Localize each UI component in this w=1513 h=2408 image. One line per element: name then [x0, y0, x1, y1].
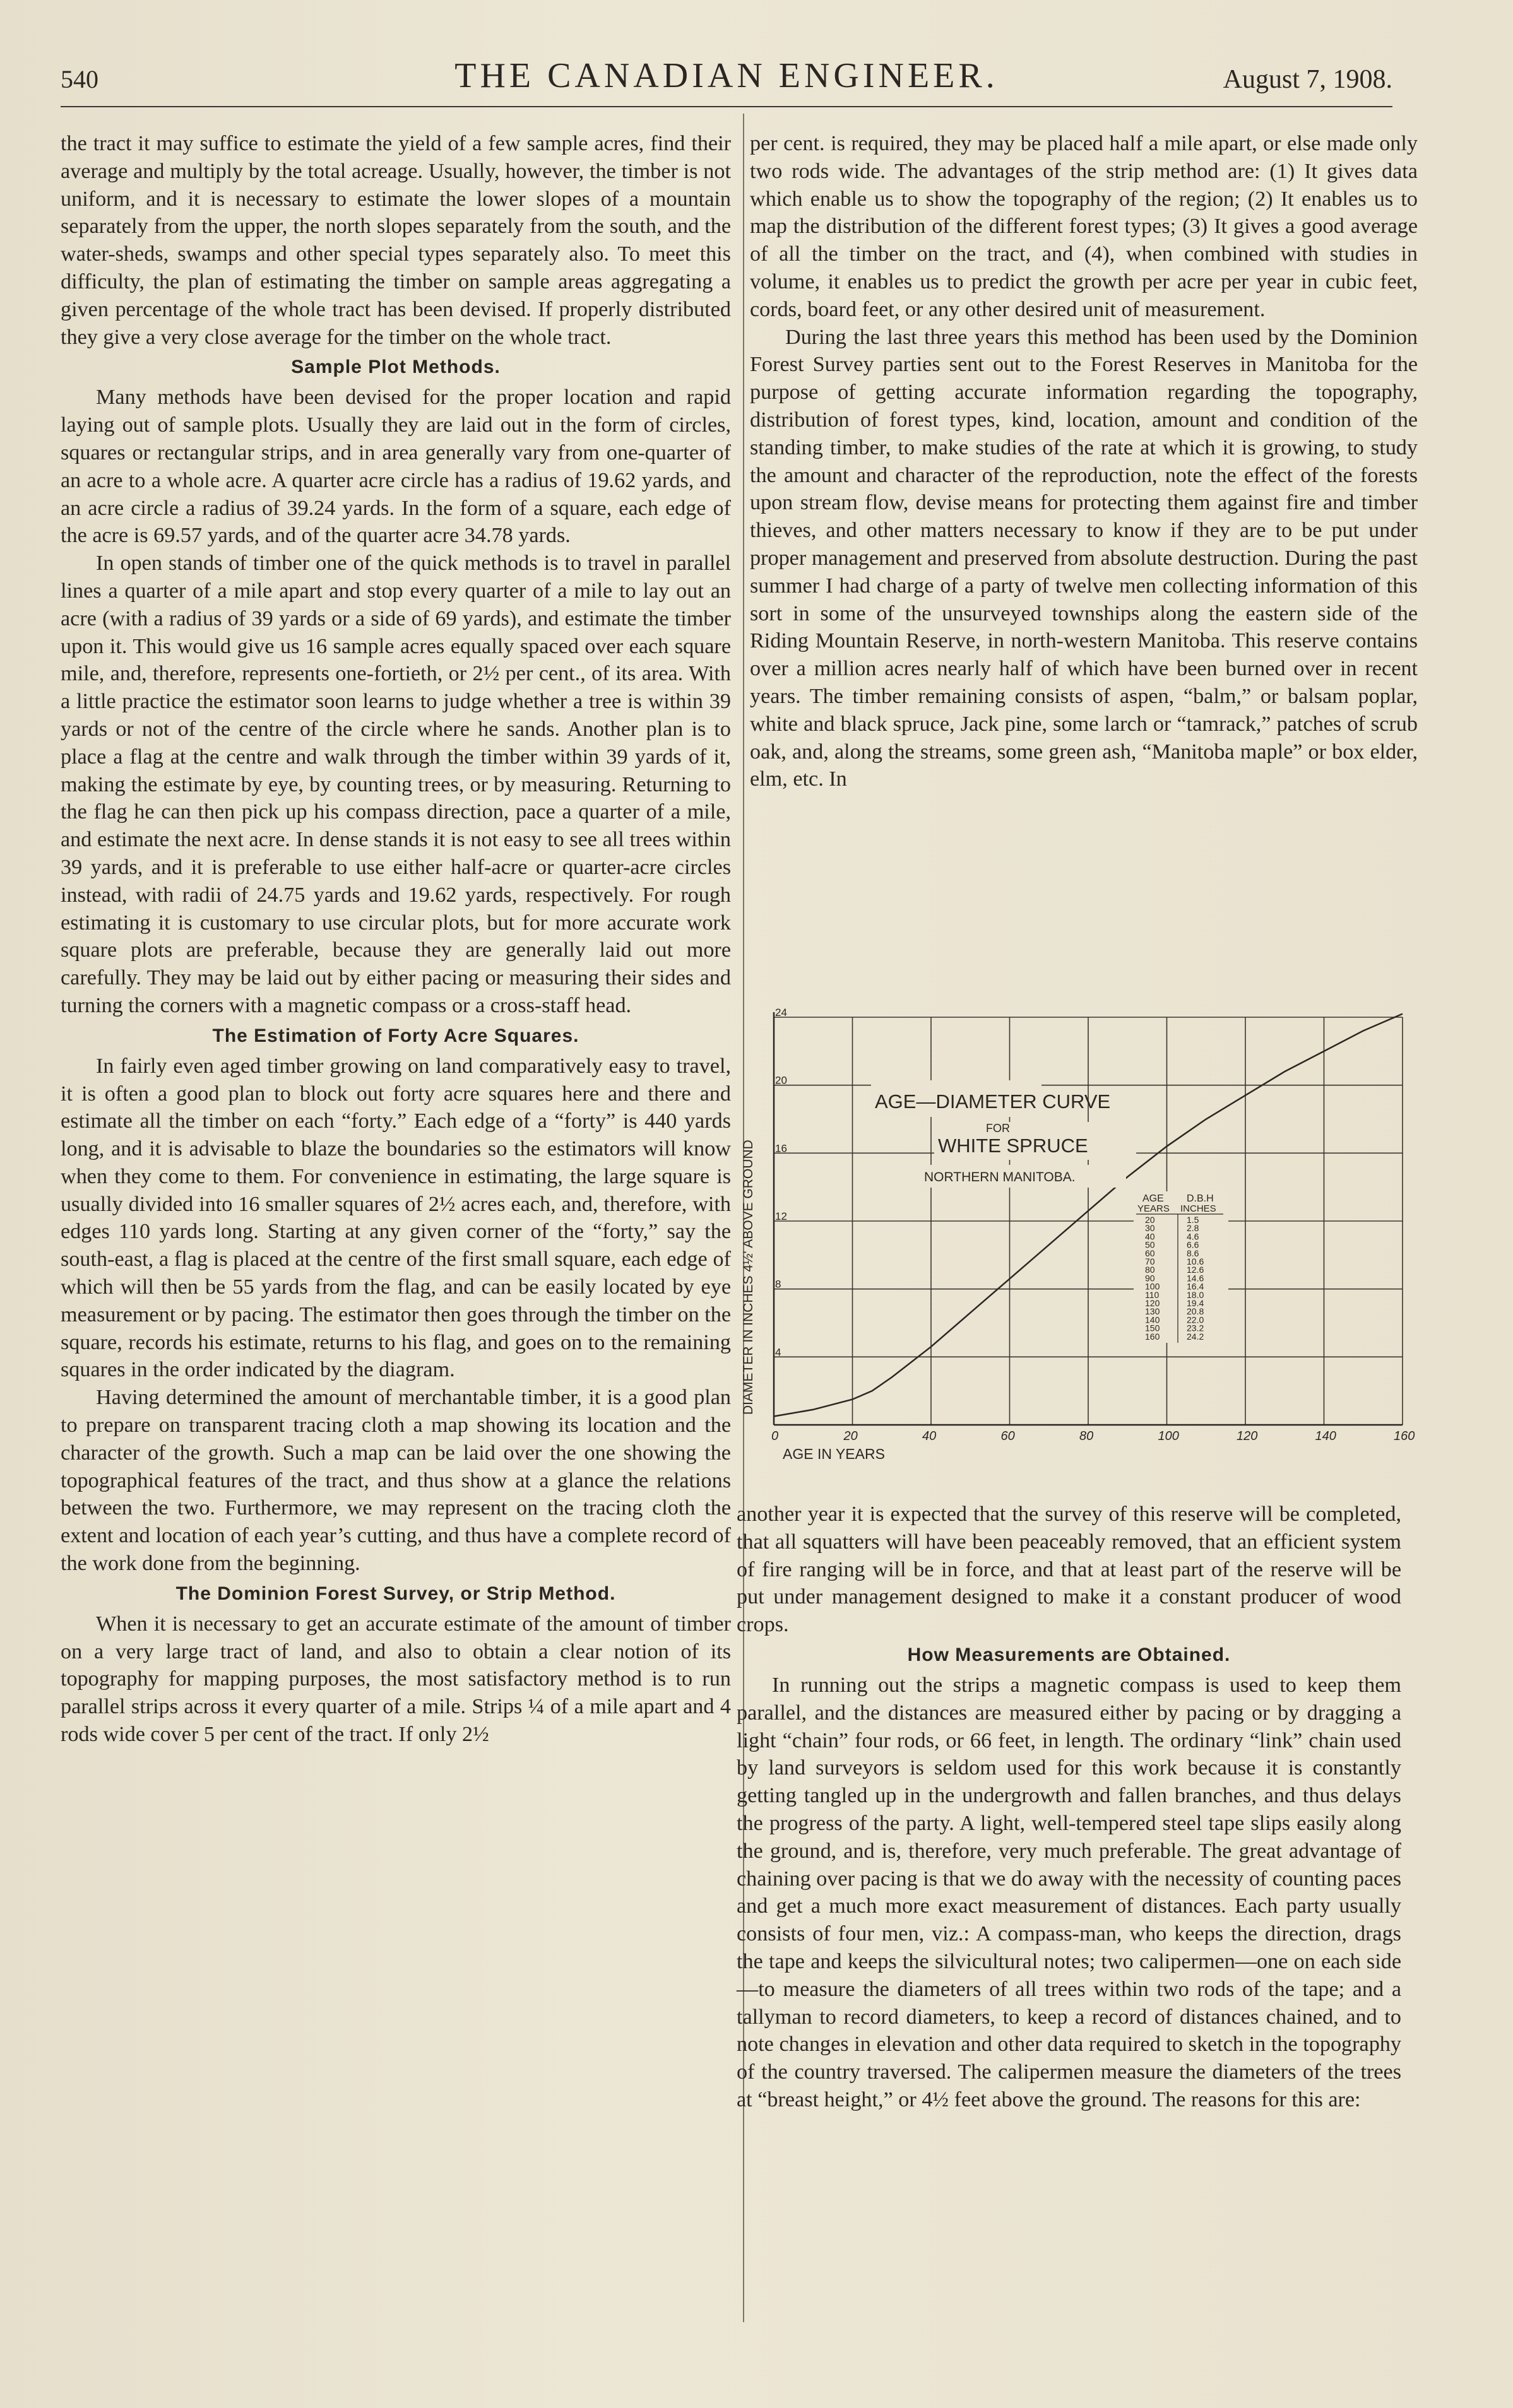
header-rule [61, 106, 1392, 107]
right-column-top [750, 130, 1418, 793]
page-number: 540 [61, 65, 98, 93]
x-tick-label: 20 [843, 1429, 858, 1443]
x-tick-label: 60 [1000, 1429, 1015, 1443]
table-dbh-cell: 20.8 [1187, 1306, 1204, 1317]
paragraph: In fairly even aged timber growing on land comparatively easy to travel, it is often a good plan to block out forty acre squares here and there and estimate all the timber on each “forty.” Each edge of a “forty” is 440 yards long, and it is advisable to blaze the boundaries so the estimators will know when they come to them. For convenience in estimating, the large square is usually divided into 16 smaller squares of 2½ acres each, and, therefore, with edges 110 yards long. Starting at any given corner of the “forty,” say the south-east, a flag is placed at the centre of the first small square, each edge of which will then be 55 yards from the flag, and can be easily located by eye measurement or by pacing. The estimator then goes through the timber on the square, records his estimate, returns to his flag, and goes on to the remaining squares in the order indicated by the diagram. [61, 1054, 731, 1382]
right-column-bottom [737, 1501, 1401, 2114]
table-dbh-cell: 18.0 [1187, 1289, 1204, 1300]
x-tick-label: 120 [1237, 1429, 1258, 1443]
table-age-cell: 130 [1145, 1306, 1160, 1317]
table-age-cell: 30 [1145, 1223, 1155, 1234]
paragraph: Many methods have been devised for the proper location and rapid laying out of sample plots. Usually they are laid out in the form of circles, squares or rectangular strips, and in area generally vary from one-quarter of an acre to a whole acre. A quarter acre circle has a radius of 19.62 yards, and an acre circle a radius of 39.24 yards. In the form of a square, each edge of the acre is 69.57 yards, and of the quarter acre 34.78 yards. [61, 386, 731, 548]
paragraph: another year it is expected that the survey of this reserve will be completed, that all squatters will have been peaceably removed, that an efficient system of fire ranging will be in force, and that at least part of the reserve will be put under management designed to make it a constant producer of wood crops. [737, 1502, 1401, 1637]
table-age-cell: 160 [1145, 1331, 1160, 1342]
left-column [61, 130, 731, 1749]
section-heading: Sample Plot Methods. [291, 357, 501, 378]
section-heading: The Estimation of Forty Acre Squares. [212, 1025, 579, 1046]
x-axis-label: AGE IN YEARS [783, 1446, 885, 1462]
table-age-cell: 100 [1145, 1281, 1160, 1292]
table-header-inches: INCHES [1180, 1203, 1216, 1214]
table-header-age: AGE [1142, 1193, 1164, 1204]
table-age-cell: 120 [1145, 1298, 1160, 1308]
table-age-cell: 50 [1145, 1239, 1155, 1250]
chart-svg [737, 998, 1413, 1478]
chart-labels [771, 1006, 1415, 1443]
paragraph: In running out the strips a magnetic compass is used to keep them parallel, and the distances are measured either by pacing or by dragging a light “chain” four rods, or 66 feet, in length. The ordinary “link” chain used by land surveyors is seldom used for this work because it is constantly getting tangled up in the undergrowth and fallen branches, and thus delays the progress of the party. A light, well-tempered steel tape slips easily along the ground, and is, therefore, very much preferable. The great advantage of chaining over pacing is that we do away with the necessity of counting paces and get a much more exact measurement of distances. Each party usually consists of four men, viz.: A compass-man, who keeps the direction, drags the tape and keeps the silvicultural notes; two calipermen—one on each side—to measure the diameters of all trees within two rods of the tape; and a tallyman to record diameters, to keep a record of distances chained, and to note changes in elevation and other data required to sketch in the topography of the country traversed. The calipermen measure the diameters of the trees at “breast height,” or 4½ feet above the ground. The reasons for this are: [737, 1673, 1401, 2111]
chart-species: WHITE SPRUCE [938, 1135, 1088, 1157]
table-dbh-cell: 1.5 [1187, 1215, 1199, 1225]
chart-grid [774, 1017, 1403, 1425]
table-age-cell: 40 [1145, 1231, 1155, 1242]
paragraph: In open stands of timber one of the quick methods is to travel in parallel lines a quarter of a mile apart and stop every quarter of a mile to lay out an acre (with a radius of 39 yards or a side of 69 yards), and estimate the timber upon it. This would give us 16 sample acres equally spaced over each square mile, and, therefore, represents one-fortieth, or 2½ per cent., of its area. With a little practice the estimator soon learns to judge whether a tree is within 39 yards or not of the centre of the circle where he sands. Another plan is to place a flag at the centre and walk through the timber within 39 yards of it, making the estimate by eye, by counting trees, or by measuring. Returning to the flag he can then pick up his compass direction, pace a quarter of a mile, and estimate the next acre. In dense stands it is not easy to see all trees within 39 yards, and it is preferable to use either half-acre or quarter-acre circles instead, with radii of 24.75 yards and 19.62 yards, respectively. For rough estimating it is customary to use circular plots, but for more accurate work square plots are preferable, because they are generally laid out more carefully. They may be laid out by either pacing or measuring their sides and turning the corners with a magnetic compass or a cross-staff head. [61, 552, 731, 1017]
y-tick-label: 4 [775, 1346, 781, 1359]
x-tick-label: 80 [1079, 1429, 1094, 1443]
y-axis-label: DIAMETER IN INCHES 4½' ABOVE GROUND [741, 1140, 756, 1415]
table-dbh-cell: 22.0 [1187, 1314, 1204, 1325]
table-dbh-cell: 14.6 [1187, 1273, 1204, 1284]
age-dbh-table [1134, 1191, 1228, 1343]
table-dbh-cell: 6.6 [1187, 1239, 1199, 1250]
paragraph: the tract it may suffice to estimate the yield of a few sample acres, find their average and multiply by the total acreage. Usually, however, the timber is not uniform, and it is necessary to estimate the lower slopes of a mountain separately from the upper, the north slopes separately from the south, and the water-sheds, swamps and other special types separately also. To meet this difficulty, the plan of estimating the timber on sample areas aggregating a given percentage of the whole tract has been devised. If properly distributed they give a very close average for the timber on the whole tract. [61, 132, 731, 349]
table-dbh-cell: 4.6 [1187, 1231, 1199, 1242]
table-age-cell: 90 [1145, 1273, 1155, 1284]
table-dbh-cell: 23.2 [1187, 1323, 1204, 1333]
table-dbh-cell: 24.2 [1187, 1331, 1204, 1342]
table-age-cell: 150 [1145, 1323, 1160, 1333]
age-diameter-chart [737, 998, 1413, 1478]
table-age-cell: 140 [1145, 1314, 1160, 1325]
issue-date: August 7, 1908. [1223, 65, 1392, 94]
table-dbh-cell: 2.8 [1187, 1223, 1199, 1234]
x-tick-label: 0 [771, 1429, 779, 1443]
paragraph: per cent. is required, they may be placed half a mile apart, or else made only two rods wide. The advantages of the strip method are: (1) It gives data which enable us to show the topography of the region; (2) It enables us to map the distribution of the different forest types; (3) It gives a good average of all the timber on the tract, and (4), when combined with studies in volume, it enables us to predict the growth per acre per year in cubic feet, cords, board feet, or any other desired unit of measurement. [750, 132, 1418, 321]
running-header [61, 56, 1392, 106]
chart-region: NORTHERN MANITOBA. [924, 1170, 1076, 1184]
x-tick-label: 40 [922, 1429, 937, 1443]
table-dbh-cell: 10.6 [1187, 1256, 1204, 1266]
paragraph: During the last three years this method has been used by the Dominion Forest Survey parties sent out to the Forest Reserves in Manitoba for the purpose of getting accurate information regarding the topography, distribution of forest types, kind, location, amount and condition of the standing timber, to make studies of the rate at which it is growing, to study the amount and character of the reproduction, note the effect of the forests upon stream flow, devise means for protecting them against fire and timber thieves, and other matters necessary to know if they are to be put under proper management and preserved from absolute destruction. During the past summer I had charge of a party of twelve men collecting information of this sort in some of the unsurveyed townships along the eastern side of the Riding Mountain Reserve, in north-western Manitoba. This reserve contains over a million acres nearly half of which have been burned over in recent years. The timber remaining consists of aspen, “balm,” or balsam poplar, white and black spruce, Jack pine, some larch or “tamrack,” patches of scrub oak, and, along the streams, some green ash, “Manitoba maple” or box elder, elm, etc. In [750, 325, 1418, 791]
y-tick-label: 24 [775, 1006, 787, 1018]
chart-title: AGE—DIAMETER CURVE [875, 1090, 1111, 1113]
table-age-cell: 80 [1145, 1265, 1155, 1275]
chart-title-for: FOR [986, 1122, 1010, 1135]
y-tick-label: 12 [775, 1210, 787, 1222]
table-dbh-cell: 19.4 [1187, 1298, 1204, 1308]
y-tick-label: 20 [775, 1074, 787, 1087]
table-dbh-cell: 12.6 [1187, 1265, 1204, 1275]
x-tick-label: 100 [1158, 1429, 1179, 1443]
paragraph: Having determined the amount of merchantable timber, it is a good plan to prepare on transparent tracing cloth a map showing its location and the character of the growth. Such a map can be laid over the one showing the topographical features of the tract, and thus show at a glance the relations between the two. Furthermore, we may represent on the tracing cloth the extent and location of each year’s cutting, and thus have a complete record of the work done from the beginning. [61, 1386, 731, 1576]
section-heading: The Dominion Forest Survey, or Strip Method. [175, 1583, 616, 1604]
table-age-cell: 110 [1145, 1289, 1160, 1300]
table-age-cell: 60 [1145, 1248, 1155, 1258]
y-tick-label: 8 [775, 1278, 781, 1290]
paragraph: When it is necessary to get an accurate estimate of the amount of timber on a very large tract of land, and also to obtain a clear notion of its topography for mapping purposes, the most satisfactory method is to run parallel strips across it every quarter of a mile. Strips ¼ of a mile apart and 4 rods wide cover 5 per cent of the tract. If only 2½ [61, 1612, 731, 1747]
table-age-cell: 70 [1145, 1256, 1155, 1266]
table-dbh-cell: 8.6 [1187, 1248, 1199, 1258]
table-dbh-cell: 16.4 [1187, 1281, 1204, 1292]
journal-title: THE CANADIAN ENGINEER. [454, 56, 999, 95]
y-tick-label: 16 [775, 1142, 787, 1155]
table-age-cell: 20 [1145, 1215, 1155, 1225]
x-tick-label: 140 [1315, 1429, 1336, 1443]
table-header-dbh: D.B.H [1187, 1193, 1214, 1204]
section-heading: How Measurements are Obtained. [907, 1644, 1231, 1665]
x-tick-label: 160 [1394, 1429, 1415, 1443]
table-header-years: YEARS [1137, 1203, 1170, 1214]
